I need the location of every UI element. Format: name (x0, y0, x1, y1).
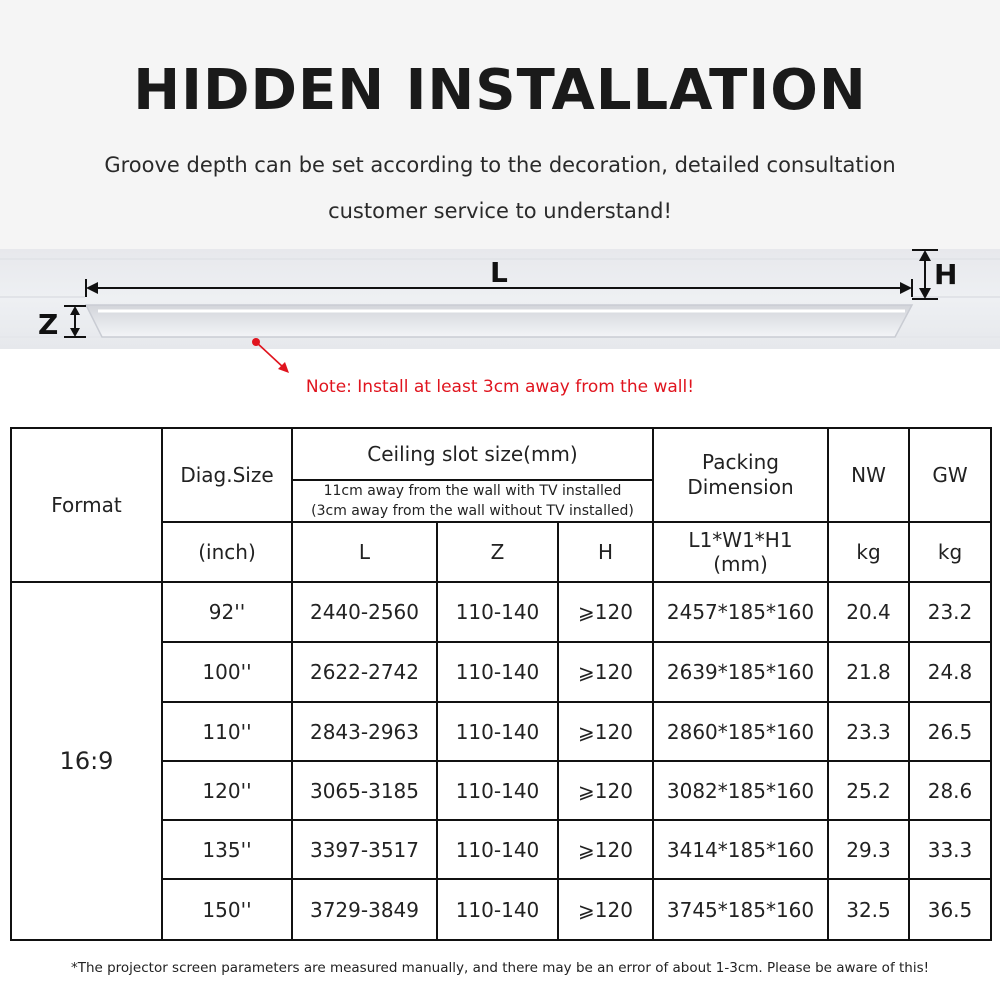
ceiling-note-line-2: (3cm away from the wall without TV installed) (311, 503, 634, 519)
dimension-label-z: Z (38, 308, 59, 341)
subtitle-line-1: Groove depth can be set according to the decoration, detailed consultation (104, 153, 896, 177)
format-value: 16:9 (11, 582, 162, 940)
cell-h: ⩾120 (558, 820, 653, 879)
header-ceiling-note (292, 480, 653, 522)
cell-h: ⩾120 (558, 879, 653, 940)
install-note: Note: Install at least 3cm away from the wall! (305, 377, 695, 397)
cell-z: 110-140 (437, 642, 558, 702)
ceiling-note-line-1: 11cm away from the wall with TV installed (323, 483, 622, 499)
cell-l: 3729-3849 (292, 879, 437, 940)
header-diag-size: Diag.Size (162, 428, 292, 522)
footnote: *The projector screen parameters are measured manually, and there may be an error of about 1-3cm. Please be aware of this! (70, 960, 930, 976)
header-packing-line-2: Dimension (687, 475, 794, 499)
cell-packing: 2639*185*160 (653, 642, 828, 702)
header-gw: GW (909, 428, 991, 522)
cell-h: ⩾120 (558, 642, 653, 702)
header-packing-unit (653, 522, 828, 582)
dimension-label-l: L (490, 256, 508, 289)
header-format: Format (11, 428, 162, 582)
cell-z: 110-140 (437, 820, 558, 879)
note-pointer-arrow (240, 340, 300, 380)
header-col-h: H (558, 522, 653, 582)
cell-l: 3397-3517 (292, 820, 437, 879)
header-ceiling-slot: Ceiling slot size(mm) (292, 428, 653, 480)
dimension-label-h: H (934, 258, 958, 291)
header-packing (653, 428, 828, 522)
cell-gw: 28.6 (909, 761, 991, 820)
cell-l: 2440-2560 (292, 582, 437, 642)
cell-packing: 3414*185*160 (653, 820, 828, 879)
cell-nw: 21.8 (828, 642, 909, 702)
table-row (11, 582, 991, 642)
cell-size: 110'' (162, 702, 292, 761)
page-title: HIDDEN INSTALLATION (133, 58, 867, 123)
cell-gw: 23.2 (909, 582, 991, 642)
cell-size: 150'' (162, 879, 292, 940)
packing-unit-line-1: L1*W1*H1 (688, 528, 793, 552)
cell-gw: 33.3 (909, 820, 991, 879)
page-subtitle (40, 142, 960, 234)
header-col-z: Z (437, 522, 558, 582)
cell-h: ⩾120 (558, 582, 653, 642)
cell-packing: 2860*185*160 (653, 702, 828, 761)
packing-unit-line-2: (mm) (713, 552, 768, 576)
cell-l: 2843-2963 (292, 702, 437, 761)
cell-gw: 26.5 (909, 702, 991, 761)
cell-gw: 36.5 (909, 879, 991, 940)
header-packing-line-1: Packing (702, 450, 779, 474)
cell-z: 110-140 (437, 702, 558, 761)
header-gw-unit: kg (909, 522, 991, 582)
subtitle-line-2: customer service to understand! (328, 199, 672, 223)
cell-gw: 24.8 (909, 642, 991, 702)
cell-nw: 20.4 (828, 582, 909, 642)
cell-h: ⩾120 (558, 761, 653, 820)
cell-nw: 23.3 (828, 702, 909, 761)
header-nw: NW (828, 428, 909, 522)
cell-h: ⩾120 (558, 702, 653, 761)
cell-packing: 3082*185*160 (653, 761, 828, 820)
cell-size: 135'' (162, 820, 292, 879)
cell-size: 120'' (162, 761, 292, 820)
cell-nw: 25.2 (828, 761, 909, 820)
cell-l: 3065-3185 (292, 761, 437, 820)
cell-z: 110-140 (437, 761, 558, 820)
spec-table (10, 427, 992, 941)
cell-z: 110-140 (437, 879, 558, 940)
header-nw-unit: kg (828, 522, 909, 582)
header-col-l: L (292, 522, 437, 582)
cell-nw: 29.3 (828, 820, 909, 879)
cell-l: 2622-2742 (292, 642, 437, 702)
cell-z: 110-140 (437, 582, 558, 642)
cell-size: 92'' (162, 582, 292, 642)
header-diag-unit: (inch) (162, 522, 292, 582)
cell-size: 100'' (162, 642, 292, 702)
cell-packing: 2457*185*160 (653, 582, 828, 642)
cell-nw: 32.5 (828, 879, 909, 940)
cell-packing: 3745*185*160 (653, 879, 828, 940)
